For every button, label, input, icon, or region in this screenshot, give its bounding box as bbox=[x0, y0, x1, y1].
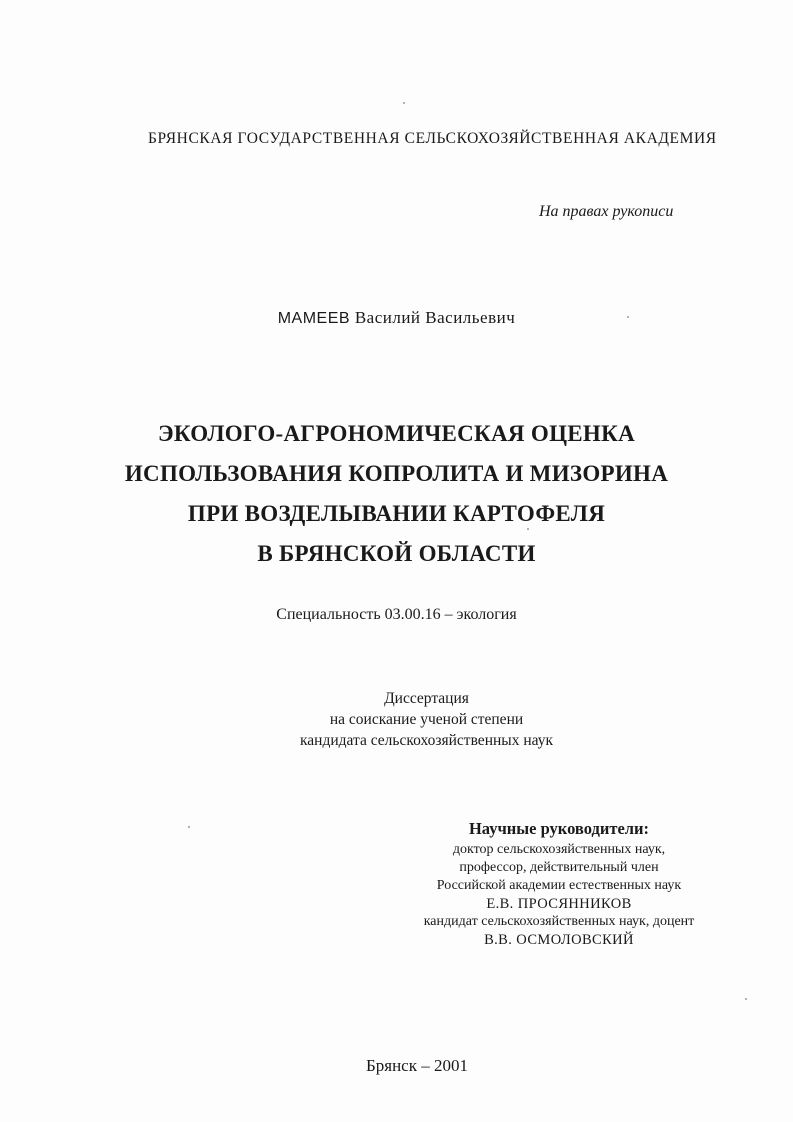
author-name bbox=[0, 308, 793, 328]
scan-speck bbox=[627, 316, 629, 318]
city-year: Брянск – 2001 bbox=[366, 1056, 468, 1075]
scan-speck bbox=[403, 102, 405, 104]
degree-line-1: Диссертация bbox=[384, 690, 469, 707]
scan-speck bbox=[527, 528, 529, 530]
author-surname: МАМЕЕВ bbox=[277, 310, 351, 327]
title-line-4: В БРЯНСКОЙ ОБЛАСТИ bbox=[257, 541, 536, 566]
supervisors-heading: Научные руководители: bbox=[468, 819, 650, 838]
rights-note: На правах рукописи bbox=[539, 203, 674, 220]
scan-speck bbox=[188, 826, 190, 828]
degree-line-3: кандидата сельскохозяйственных наук bbox=[300, 732, 553, 749]
specialty: Специальность 03.00.16 – экология bbox=[276, 606, 517, 623]
title-line-2: ИСПОЛЬЗОВАНИЯ КОПРОЛИТА И МИЗОРИНА bbox=[124, 461, 669, 486]
title-line-3: ПРИ ВОЗДЕЛЫВАНИИ КАРТОФЕЛЯ bbox=[187, 501, 606, 526]
author-given-names: Василий Васильевич bbox=[354, 308, 516, 327]
degree-line-2: на соискание ученой степени bbox=[329, 711, 524, 728]
supervisors-block bbox=[380, 817, 738, 949]
dissertation-title bbox=[0, 414, 793, 574]
supervisor-1-title: профессор, действительный член bbox=[459, 860, 659, 875]
scan-speck bbox=[745, 998, 747, 1000]
dissertation-degree bbox=[0, 688, 793, 751]
supervisor-2-degree: кандидат сельскохозяйственных наук, доцент bbox=[423, 914, 695, 929]
supervisor-1-degree: доктор сельскохозяйственных наук, bbox=[452, 842, 666, 857]
institution-name: БРЯНСКАЯ ГОСУДАРСТВЕННАЯ СЕЛЬСКОХОЗЯЙСТВЕННАЯ АКАДЕМИЯ bbox=[148, 130, 717, 147]
supervisor-1-name: Е.В. ПРОСЯННИКОВ bbox=[486, 896, 632, 912]
title-line-1: ЭКОЛОГО-АГРОНОМИЧЕСКАЯ ОЦЕНКА bbox=[158, 421, 635, 446]
supervisor-2-name: В.В. ОСМОЛОВСКИЙ bbox=[484, 932, 634, 948]
supervisor-1-academy: Российской академии естественных наук bbox=[436, 878, 682, 893]
